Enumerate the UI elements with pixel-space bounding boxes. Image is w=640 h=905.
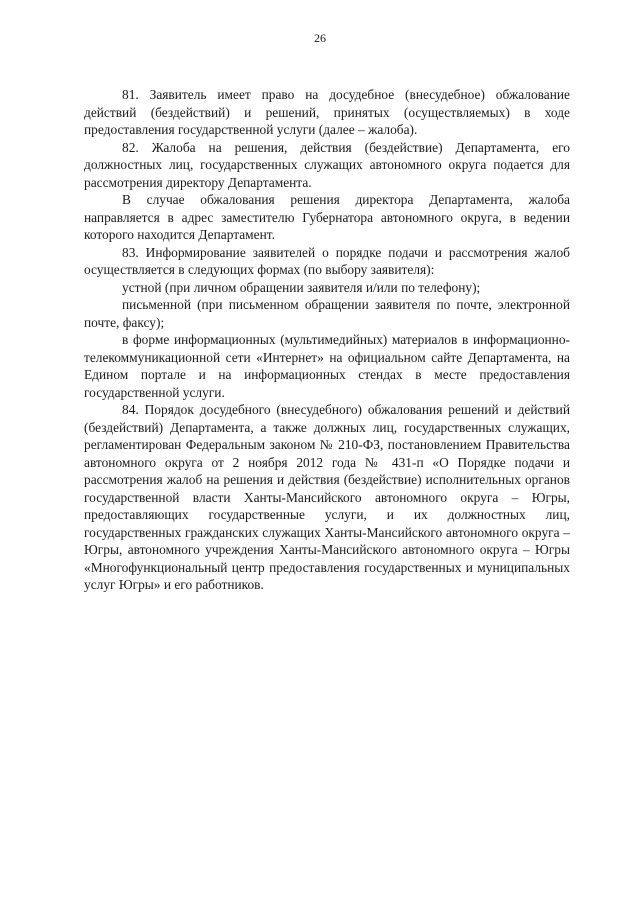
- paragraph-83-internet: в форме информационных (мультимедийных) материалов в информационно-телекоммуникационной сети «Интернет» на официальном сайте Департамента, на Едином портале и на информационных стендах в месте предоставления государственной услуги.: [84, 332, 570, 400]
- paragraph-81: 81. Заявитель имеет право на досудебное (внесудебное) обжалование действий (бездействий) и решений, принятых (осуществляемых) в ходе предоставления государственной услуги (далее – жалоба).: [84, 87, 570, 137]
- document-body: [84, 86, 570, 594]
- paragraph-84: 84. Порядок досудебного (внесудебного) обжалования решений и действий (бездействий) Департамента, а также должных лиц, государственных служащих, регламентирован Федеральным законом № 210-ФЗ, постановлением Правительства автономного округа от 2 ноября 2012 года № 431-п «О Порядке подачи и рассмотрения жалоб на решения и действия (бездействие) исполнительных органов государственной власти Ханты-Мансийского автономного округа – Югры, предоставляющих государственные услуги, и их должностных лиц, государственных гражданских служащих Ханты-Мансийского автономного округа – Югры, автономного учреждения Ханты-Мансийского автономного округа – Югры «Многофункциональный центр предоставления государственных и муниципальных услуг Югры» и его работников.: [84, 402, 570, 592]
- paragraph-82-appeal-director: В случае обжалования решения директора Департамента, жалоба направляется в адрес заместителю Губернатора автономного округа, в ведении которого находится Департамент.: [84, 192, 570, 242]
- page-number: 26: [314, 31, 326, 45]
- paragraph-82: 82. Жалоба на решения, действия (бездействие) Департамента, его должностных лиц, государственных служащих автономного округа подается для рассмотрения директору Департамента.: [84, 139, 570, 190]
- paragraph-83-written: письменной (при письменном обращении заявителя по почте, электронной почте, факсу);: [84, 297, 570, 330]
- paragraph-83-oral: устной (при личном обращении заявителя и/или по телефону);: [122, 279, 481, 295]
- paragraph-83: 83. Информирование заявителей о порядке подачи и рассмотрения жалоб осуществляется в следующих формах (по выбору заявителя):: [84, 244, 570, 277]
